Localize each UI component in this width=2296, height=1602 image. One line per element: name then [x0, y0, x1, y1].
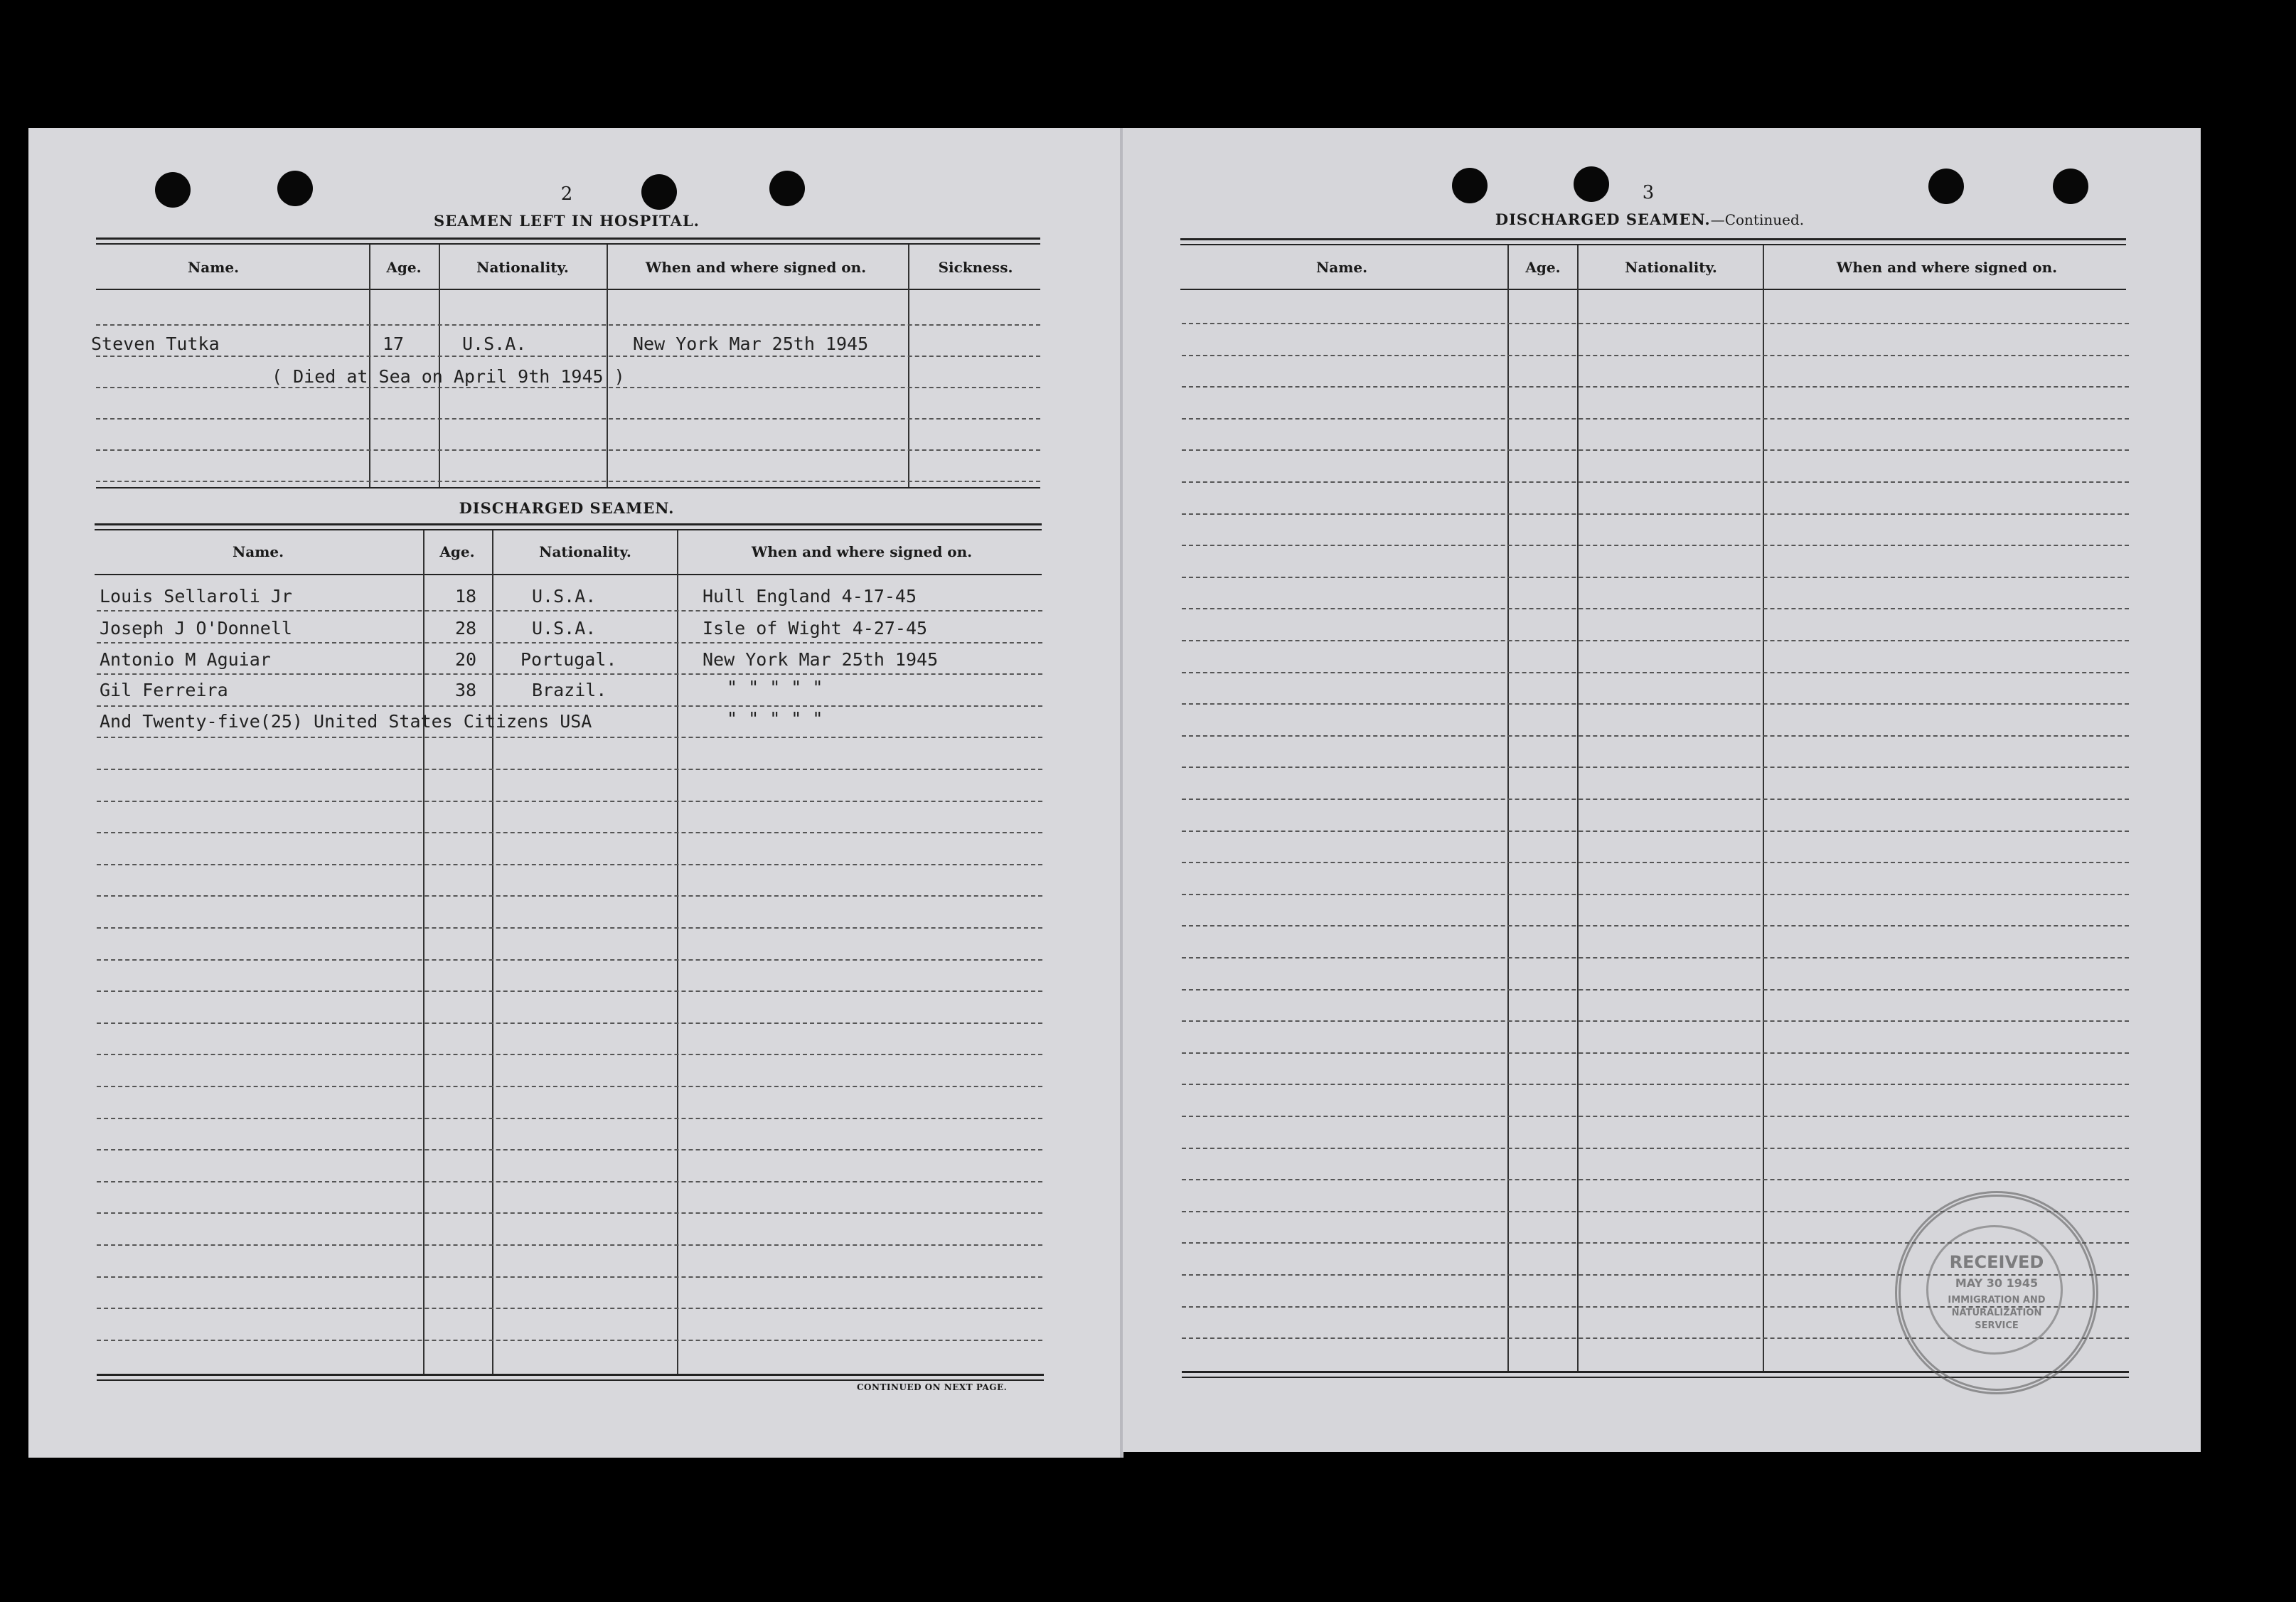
ruled-line [1182, 323, 2129, 324]
page-number: 3 [1642, 182, 1655, 203]
punch-hole [1452, 168, 1488, 203]
ruled-line [1182, 957, 2129, 958]
hospital-header-name: Name. [187, 259, 240, 276]
ruled-line [1182, 831, 2129, 832]
left-page [28, 128, 1123, 1458]
death-note: ( Died at Sea on April 9th 1945 ) [272, 366, 625, 387]
ruled-line [97, 864, 1042, 865]
ruled-line [1182, 386, 2129, 388]
seaman-name: Louis Sellaroli Jr [100, 586, 292, 607]
ruled-line [1182, 608, 2129, 609]
seaman-signed-on: Isle of Wight 4-27-45 [703, 618, 928, 639]
ruled-line [97, 642, 1042, 644]
punch-hole [1928, 169, 1964, 204]
seaman-nationality: U.S.A. [462, 333, 527, 354]
punch-hole [2053, 169, 2088, 204]
ruled-line [97, 1149, 1042, 1150]
ruled-line [1182, 894, 2129, 895]
discharged-header-age: Age. [439, 543, 475, 560]
seaman-nationality: Brazil. [532, 680, 607, 700]
page-fold [1120, 128, 1123, 1458]
ruled-line [97, 610, 1042, 612]
seaman-signed-on: " " " " " [727, 677, 823, 698]
ruled-line [1182, 481, 2129, 483]
seaman-signed-on: New York Mar 25th 1945 [633, 333, 869, 354]
ruled-line [1182, 355, 2129, 356]
ruled-line [1182, 989, 2129, 990]
hospital-header-signed-on: When and where signed on. [645, 259, 867, 276]
hospital-section-title: SEAMEN LEFT IN HOSPITAL. [434, 212, 700, 230]
hospital-header-nationality: Nationality. [476, 259, 569, 276]
ruled-line [1182, 1084, 2129, 1085]
ruled-line [97, 1212, 1042, 1214]
ruled-line [1182, 640, 2129, 641]
hospital-header-sickness: Sickness. [938, 259, 1013, 276]
stamp-inner-ring [1926, 1225, 2063, 1355]
continued-note: CONTINUED ON NEXT PAGE. [857, 1382, 1008, 1392]
seaman-name: Steven Tutka [91, 333, 220, 354]
ruled-line [97, 927, 1042, 929]
ruled-line [1182, 672, 2129, 673]
stamp-line: NATURALIZATION [1951, 1308, 2042, 1318]
ruled-line [1182, 735, 2129, 737]
ruled-line [97, 1244, 1042, 1246]
seaman-age: 20 [455, 649, 477, 670]
punch-hole [769, 171, 805, 206]
ruled-line [97, 1181, 1042, 1182]
ruled-line [1182, 1148, 2129, 1149]
discharged-header-nationality: Nationality. [539, 543, 631, 560]
stamp-line: RECEIVED [1949, 1252, 2044, 1272]
seaman-signed-on: New York Mar 25th 1945 [703, 649, 939, 670]
seaman-age: 28 [455, 618, 477, 639]
seaman-nationality: U.S.A. [532, 618, 597, 639]
ruled-line [97, 895, 1042, 897]
seaman-name: And Twenty-five(25) United States Citizens USA [100, 711, 592, 732]
seaman-signed-on: " " " " " [727, 708, 823, 729]
ruled-line [1182, 1020, 2129, 1022]
ruled-line [97, 1118, 1042, 1119]
stamp-line: IMMIGRATION AND [1948, 1295, 2046, 1305]
punch-hole [155, 172, 191, 208]
stamp-line: MAY 30 1945 [1955, 1276, 2039, 1290]
continued-header-name: Name. [1315, 259, 1368, 276]
stamp-line: SERVICE [1975, 1320, 2019, 1331]
received-stamp [1895, 1191, 2098, 1394]
discharged-continued-title [1495, 210, 1804, 228]
ruled-line [1182, 1179, 2129, 1180]
seaman-nationality: U.S.A. [532, 586, 597, 607]
ruled-line [97, 1054, 1042, 1055]
page-number: 2 [560, 183, 573, 205]
ruled-line [1182, 1052, 2129, 1054]
continued-header-signed-on: When and where signed on. [1836, 259, 2058, 276]
punch-hole [277, 171, 313, 206]
ruled-line [97, 705, 1042, 707]
discharged-header-signed-on: When and where signed on. [751, 543, 973, 560]
discharged-header-name: Name. [232, 543, 284, 560]
seaman-age: 18 [455, 586, 477, 607]
seaman-name: Gil Ferreira [100, 680, 228, 700]
ruled-line [1182, 799, 2129, 800]
ruled-line [97, 801, 1042, 802]
punch-hole [641, 174, 677, 210]
seaman-name: Joseph J O'Donnell [100, 618, 292, 639]
continued-header-age: Age. [1525, 259, 1561, 276]
ruled-line [1182, 545, 2129, 546]
ruled-line [97, 1308, 1042, 1309]
seaman-age: 38 [455, 680, 477, 700]
ruled-line [1182, 577, 2129, 578]
continued-header-nationality: Nationality. [1625, 259, 1717, 276]
title-text: DISCHARGED SEAMEN. [1495, 210, 1711, 228]
ruled-line [97, 737, 1042, 738]
ruled-line [1182, 862, 2129, 863]
punch-hole [1574, 166, 1609, 202]
ruled-line [97, 673, 1042, 675]
ruled-line [1182, 703, 2129, 705]
seaman-nationality: Portugal. [520, 649, 617, 670]
ruled-line [97, 832, 1042, 833]
ruled-line [1182, 925, 2129, 927]
ruled-line [1182, 449, 2129, 451]
ruled-line [97, 1276, 1042, 1278]
ruled-line [1182, 1116, 2129, 1117]
ruled-line [97, 769, 1042, 770]
seaman-name: Antonio M Aguiar [100, 649, 271, 670]
ruled-line [97, 1086, 1042, 1087]
title-suffix: —Continued. [1710, 211, 1805, 228]
ruled-line [1182, 418, 2129, 420]
seaman-age: 17 [383, 333, 405, 354]
hospital-header-age: Age. [386, 259, 422, 276]
discharged-section-title: DISCHARGED SEAMEN. [459, 499, 675, 517]
ruled-line [1182, 513, 2129, 515]
seaman-signed-on: Hull England 4-17-45 [703, 586, 917, 607]
ruled-line [97, 1340, 1042, 1341]
ruled-line [1182, 767, 2129, 768]
ruled-line [97, 1022, 1042, 1024]
ruled-line [97, 959, 1042, 961]
ruled-line [97, 990, 1042, 992]
